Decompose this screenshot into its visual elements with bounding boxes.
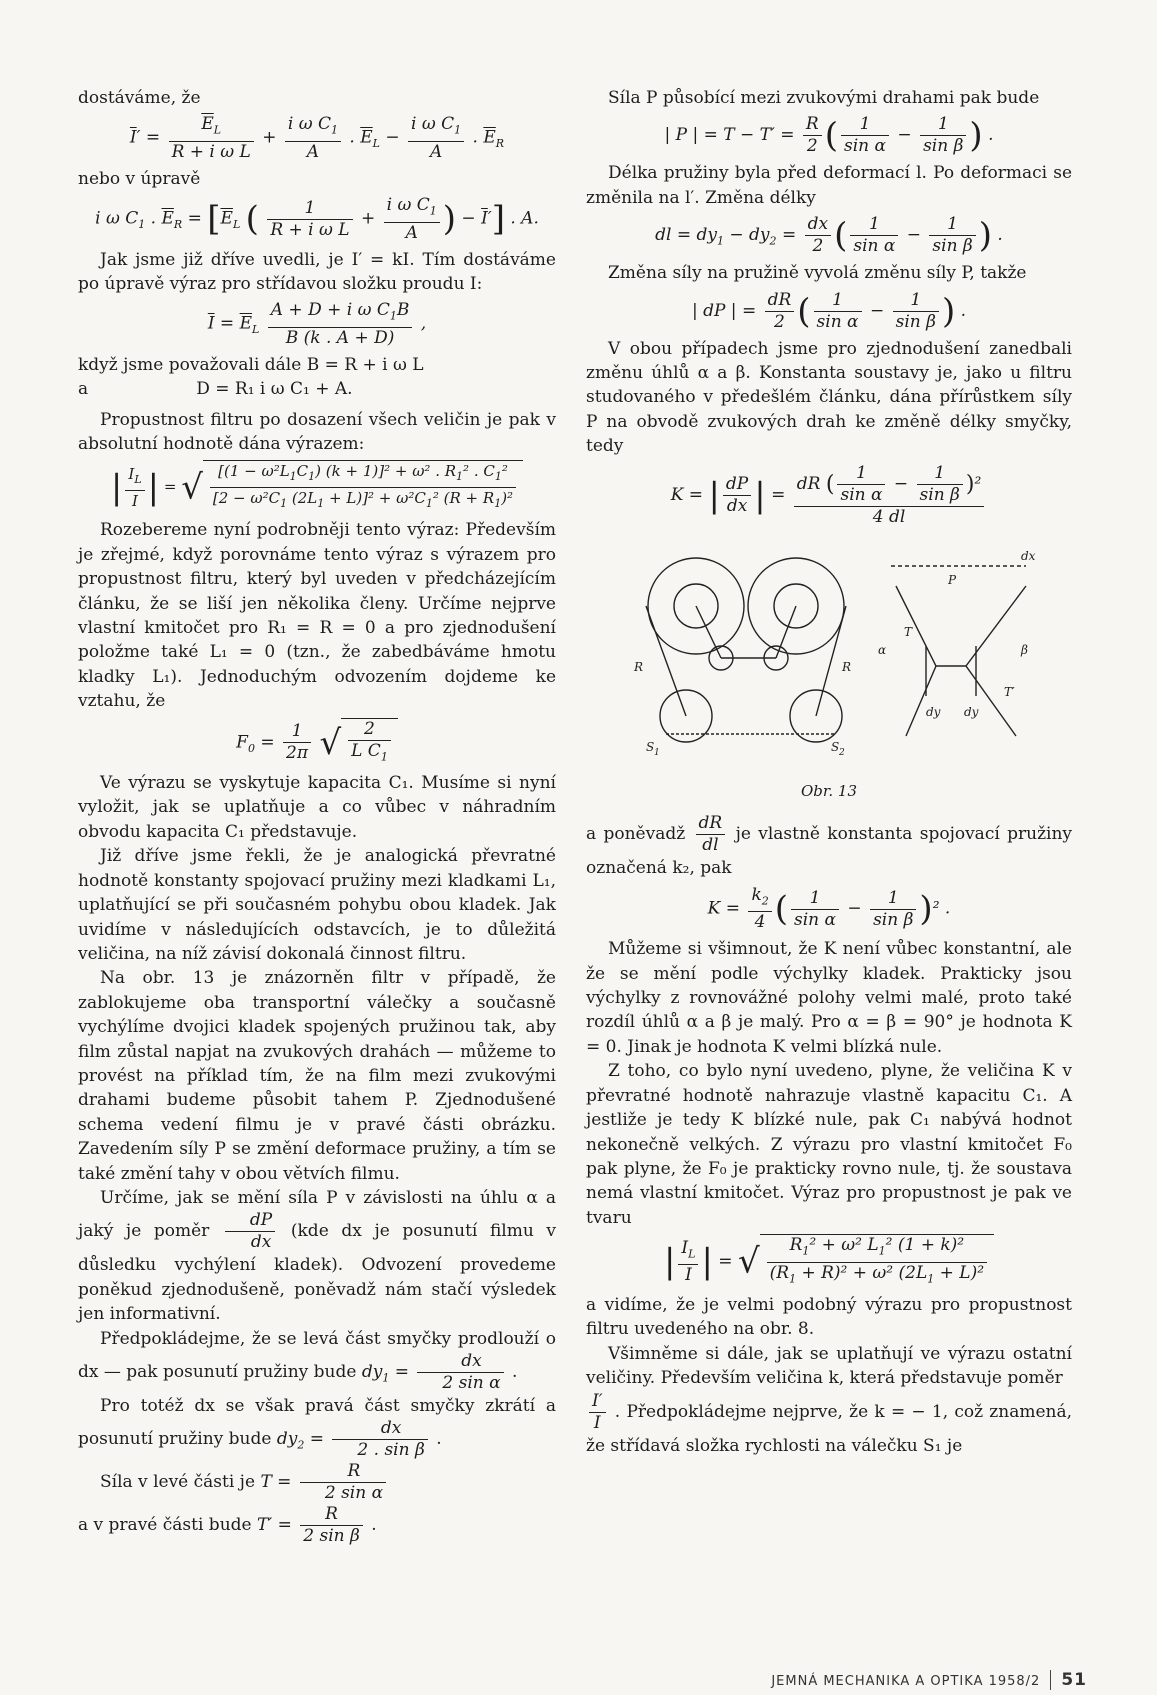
- paragraph-text: (kde dx je posunutí filmu v důsledku vychýlení kladek). Odvození provedeme poněkud zjednodušeně, poněvadž nám stačí výsledek jen informativní.: [78, 1221, 557, 1325]
- paragraph-text: a poněvadž: [586, 824, 686, 845]
- paragraph: Délka pružiny byla před deformací l. Po deformaci se změnila na l′. Změna délky: [586, 163, 1072, 208]
- page-number: 51: [1050, 1670, 1087, 1690]
- paragraph: Určíme, jak se mění síla P v závislosti na úhlu α a jaký je poměr $\frac{dP}{dx}$ (kde dx je posunutí filmu v důsledku vychýlení kladek). Odvození provedeme poněkud zjednodušeně, poněvadž nám stačí výsledek jen informativní.: [78, 1187, 557, 1325]
- paragraph: a v pravé části bude T′ = $\frac{R}{\text{2 sin β}}$ .: [78, 1504, 377, 1547]
- paragraph: a D = R₁ i ω C₁ + A.: [78, 379, 353, 400]
- page-footer: [771, 1670, 1087, 1690]
- left-column: [78, 86, 556, 1547]
- paragraph: Rozebereme nyní podrobněji tento výraz: Především je zřejmé, když porovnáme tento výraz s výrazem pro propustnost filtru, který byl uveden v předcházejícím článku, že se liší jen několika členy. Určíme nejprve vlastní kmitočet pro R₁ = R = 0 a pro zjednodušení položme také L₁ = 0 (tzn., že zabedbáváme hmotu kladky L₁). Jednoduchým odvozením dojdeme ke vztahu, že: [78, 520, 556, 712]
- paragraph-text: Předpokládejme nejprve, že k = − 1, což znamená, že střídavá složka rychlosti na válečku S₁ je: [586, 1401, 1072, 1456]
- equation: $F_0$ = $\frac{1}{2\pi}$ √ $\frac{2}{L C_1}$: [78, 718, 556, 767]
- paragraph-text: Předpokládejme, že se levá část smyčky prodlouží o dx — pak posunutí pružiny bude: [78, 1328, 556, 1382]
- paragraph-text: a v pravé části bude: [78, 1515, 252, 1536]
- svg-text:S: S: [646, 739, 655, 754]
- svg-text:1: 1: [654, 747, 660, 758]
- svg-text:β: β: [1021, 642, 1028, 657]
- paragraph-text: Určíme, jak se mění síla P v závislosti na úhlu α a jaký je poměr: [78, 1187, 556, 1242]
- right-column: [586, 86, 1072, 1458]
- svg-text:T: T: [904, 624, 913, 639]
- svg-text:α: α: [878, 642, 887, 657]
- paragraph: a vidíme, že je velmi podobný výrazu pro propustnost filtru uvedeného na obr. 8.: [586, 1294, 1072, 1340]
- paragraph: nebo v úpravě: [78, 168, 201, 189]
- paragraph: Z toho, co bylo nyní uvedeno, plyne, že veličina K v převratné hodnotě nahrazuje vlastně kapacitu C₁. A jestliže je tedy K blízké nule, pak C₁ nabývá hodnot nekonečně velkých. Z výrazu pro vlastní kmitočet F₀ pak plyne, že F₀ je prakticky rovno nule, tj. že soustava nemá vlastní kmitočet. Výraz pro propustnost je pak ve tvaru: [586, 1061, 1072, 1228]
- paragraph: a poněvadž $\frac{dR}{dl}$ je vlastně konstanta spojovací pružiny označená k₂, pak: [586, 813, 1073, 879]
- equation: | dP | = $\frac{dR}{2}$ ( $\frac{1}{\text{sin α}}$ − $\frac{1}{\text{sin β}}$ ) .: [691, 289, 967, 332]
- svg-text:dx: dx: [1021, 548, 1036, 563]
- paragraph: dostáváme, že: [78, 88, 201, 108]
- paragraph: $\frac{I'}{I}$ . Předpokládejme nejprve, že k = − 1, což znamená, že střídavá složka rychlosti na válečku S₁ je: [586, 1390, 1072, 1456]
- paragraph: Síla v levé části je T = $\frac{R}{\text{2 sin α}}$: [78, 1461, 556, 1504]
- paragraph: Na obr. 13 je znázorněn filtr v případě, že zablokujeme oba transportní válečky a současně vychýlíme dvojici kladek spojených pružinou tak, aby film zůstal napjat na zvukových drahách — můžeme to provést na příklad tím, že na film mezi zvukovými drahami budeme působit tahem P. Zjednodušené schema vedení filmu je v pravé části obrázku. Zavedením síly P se změní deformace pružiny, a tím se také změní tahy v obou větvích filmu.: [78, 968, 556, 1184]
- equation: i ω $C_1$ . $\overline{E}_R = [\overline{E}_L$ ( $\frac{1}{\text{R + i ω L}}$ + $\frac{i \omega C_1}{A}$ ) − $\overline{I}'$] . A.: [95, 195, 539, 243]
- equation: $\overline{I} = \overline{E}_L$ $\frac{A + D + i \omega C_1B}{B (k . A + D)}$ ,: [207, 300, 427, 348]
- svg-text:2: 2: [839, 747, 845, 758]
- paragraph: Již dříve jsme řekli, že je analogická převratné hodnotě konstanty spojovací pružiny mezi kladkami L₁, uplatňující se při současném pohybu obou kladek. Jak uvidíme v následujících odstavcích, je to důležitá veličina, na níž závisí dokonalá činnost filtru.: [78, 846, 556, 964]
- paragraph: Propustnost filtru po dosazení všech veličin je pak v absolutní hodnotě dána výrazem:: [78, 409, 556, 455]
- paragraph: Síla P působící mezi zvukovými drahami pak bude: [608, 88, 1040, 108]
- paragraph: Ve výrazu se vyskytuje kapacita C₁. Musíme si nyní vyložit, jak se uplatňuje a co vůbec v náhradním obvodu kapacita C₁ představuje.: [78, 773, 556, 842]
- paragraph-text: Pro totéž dx se však pravá část smyčky zkrátí a posunutí pružiny bude: [78, 1396, 556, 1450]
- filter-diagram: [626, 546, 1046, 766]
- svg-text:dy: dy: [926, 704, 941, 719]
- equation: dl = $dy_1 - dy_2$ = $\frac{dx}{2}$ ( $\frac{1}{\text{sin α}}$ − $\frac{1}{\text{sin β}}$ ) .: [655, 214, 1003, 257]
- svg-text:P: P: [948, 572, 957, 587]
- equation: | $\frac{I_L}{I}$ | = √ $\frac{[(1 - \omega^2L_1C_1) (k + 1)]^2 + \omega^2 . R_1^2 . C_1^2}{[2 - \omega^2C_1 (2L_1 + L)]^2 + \omega^2C_1^2 (R + R_1)^2}$: [78, 460, 556, 514]
- paragraph: V obou případech jsme pro zjednodušení zanedbali změnu úhlů α a β. Konstanta soustavy je, jako u filtru studovaného v předešlém článku, dána přírůstkem síly P na obvodě zvukových drah ke změně délky smyčky, tedy: [586, 338, 1072, 457]
- paragraph-text: Síla v levé části je: [100, 1472, 256, 1493]
- svg-text:T′: T′: [1004, 684, 1015, 699]
- paragraph: Předpokládejme, že se levá část smyčky prodlouží o dx — pak posunutí pružiny bude $dy_1$ = $\frac{dx}{\text{2 sin α}}$ .: [78, 1328, 556, 1393]
- paragraph-text: je vlastně konstanta spojovací pružiny označená k₂, pak: [586, 824, 1073, 879]
- paragraph: když jsme považovali dále B = R + i ω L: [78, 354, 424, 375]
- paragraph: Všimněme si dále, jak se uplatňují ve výrazu ostatní veličiny. Především veličina k, která představuje poměr: [586, 1343, 1072, 1389]
- equation: $\overline{I}'$ = $\frac{\overline{E}_L}{\text{R + i ω L}}$ + $\frac{i \omega C_1}{A}$ . $\overline{E}_L$ − $\frac{i \omega C_1}{A}$ . $\overline{E}_R$: [129, 114, 505, 162]
- paragraph: Změna síly na pružině vyvolá změnu síly P, takže: [608, 263, 1027, 284]
- equation: K = | $\frac{dP}{dx}$ | = dR ( $\frac{1}{\text{sin α}}$ − $\frac{1}{\text{sin β}}$ )² 4 dl: [586, 463, 1072, 528]
- svg-text:S: S: [831, 739, 840, 754]
- paragraph: Pro totéž dx se však pravá část smyčky zkrátí a posunutí pružiny bude $dy_2$ = $\frac{dx}{\text{2 . sin β}}$ .: [78, 1396, 556, 1461]
- figure-caption: Obr. 13: [800, 782, 858, 801]
- equation: K = $\frac{k_2}{4}$ ( $\frac{1}{\text{sin α}}$ − $\frac{1}{\text{sin β}}$ )² .: [707, 884, 951, 933]
- svg-text:dy: dy: [964, 704, 979, 719]
- svg-text:R: R: [634, 659, 644, 674]
- paragraph: Jak jsme již dříve uvedli, je I′ = kI. Tím dostáváme po úpravě výraz pro střídavou složku proudu I:: [78, 249, 556, 294]
- equation: | P | = T − T′ = $\frac{R}{2}$ ( $\frac{1}{\text{sin α}}$ − $\frac{1}{\text{sin β}}$ ) .: [664, 114, 994, 157]
- paragraph: Můžeme si všimnout, že K není vůbec konstantní, ale že se mění podle výchylky kladek. Prakticky jsou výchylky z rovnovážné polohy velmi malé, proto také rozdíl úhlů α a β je malý. Pro α = β = 90° je hodnota K = 0. Jinak je hodnota K velmi blízká nule.: [586, 939, 1072, 1057]
- svg-text:R: R: [842, 659, 852, 674]
- journal-name: JEMNÁ MECHANIKA A OPTIKA 1958/2: [771, 1674, 1041, 1689]
- equation: | $\frac{I_L}{I}$ | = √ $\frac{R_1^2 + \omega^2 L_1^2 (1 + k)^2}{(R_1 + R)^2 + \omega^2 (2L_1 + L)^2}$: [586, 1234, 1072, 1289]
